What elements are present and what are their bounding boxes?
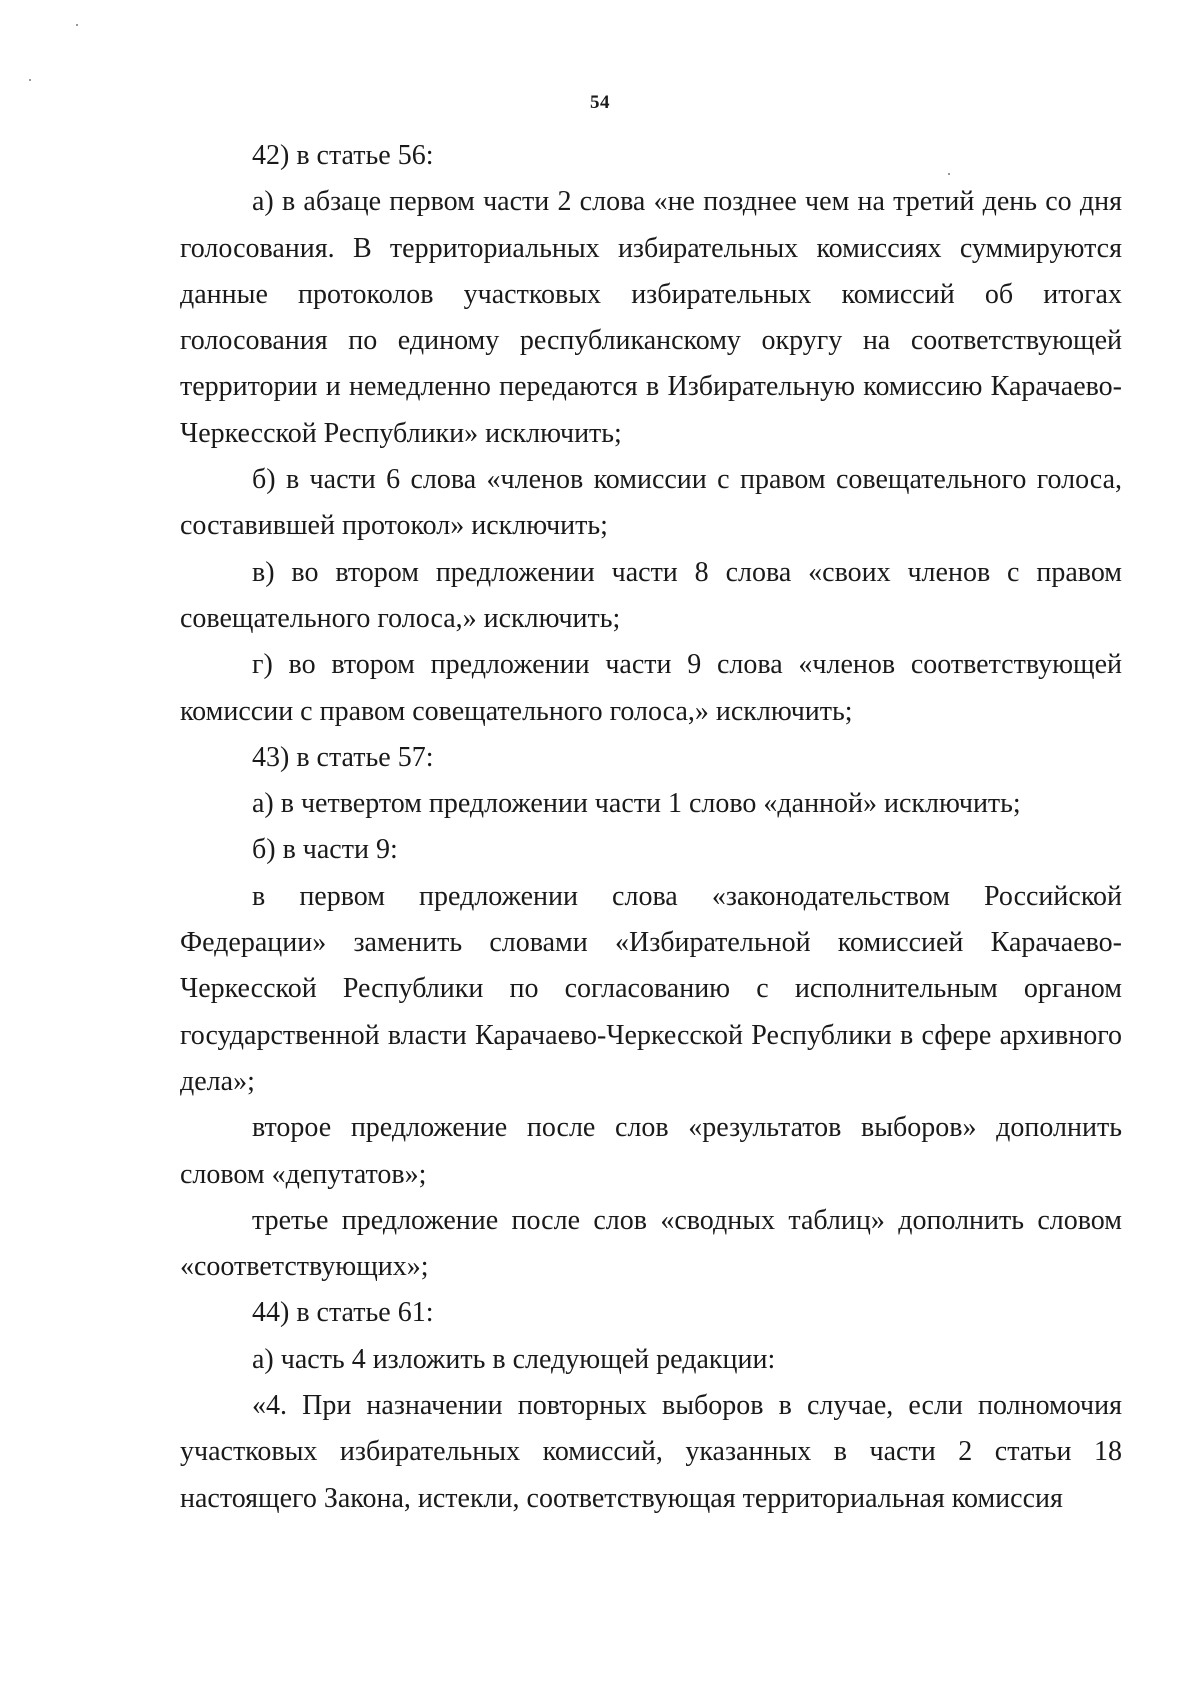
paragraph-subitem-a: а) в абзаце первом части 2 слова «не позднее чем на третий день со дня голосования. В территориальных избирательных комиссиях суммируются данные протоколов участковых избирательных комиссий об итогах голосования по единому республиканскому округу на соответствующей территории и немедленно передаются в Избирательную комиссию Карачаево-Черкесской Республики» исключить; [180,186,1122,449]
scan-speck [76,24,78,26]
paragraph-subitem-g: г) во втором предложении части 9 слова «членов соответствующей комиссии с правом совещательного голоса,» исключить; [180,649,1122,727]
paragraph-subitem-a: а) в четвертом предложении части 1 слово «данной» исключить; [252,788,1021,820]
paragraph-subitem-b: б) в части 6 слова «членов комиссии с правом совещательного голоса, составившей протокол» исключить; [180,464,1122,542]
page-number: 54 [590,92,610,113]
paragraph-amendment-first-sentence: в первом предложении слова «законодательством Российской Федерации» заменить словами «Избирательной комиссией Карачаево-Черкесской Республики по согласованию с исполнительным органом государственной власти Карачаево-Черкесской Республики в сфере архивного дела»; [180,880,1122,1097]
paragraph-item-44: 44) в статье 61: [252,1297,434,1329]
document-body [180,133,1122,1522]
paragraph-amendment-third-sentence: третье предложение после слов «сводных таблиц» дополнить словом «соответствующих»; [180,1204,1122,1283]
scan-speck [29,79,31,81]
paragraph-quoted-part-4: «4. При назначении повторных выборов в случае, если полномочия участковых избирательных комиссий, указанных в части 2 статьи 18 настоящего Закона, истекли, соответствующая территориальная комиссия [180,1390,1122,1514]
scan-speck [948,173,950,175]
paragraph-subitem-v: в) во втором предложении части 8 слова «своих членов с правом совещательного голоса,» исключить; [180,556,1122,634]
paragraph-item-43: 43) в статье 57: [252,741,434,773]
paragraph-subitem-a: а) часть 4 изложить в следующей редакции: [252,1343,776,1375]
paragraph-amendment-second-sentence: второе предложение после слов «результатов выборов» дополнить словом «депутатов»; [180,1112,1122,1190]
paragraph-item-42: 42) в статье 56: [252,140,434,171]
paragraph-subitem-b: б) в части 9: [252,834,398,866]
